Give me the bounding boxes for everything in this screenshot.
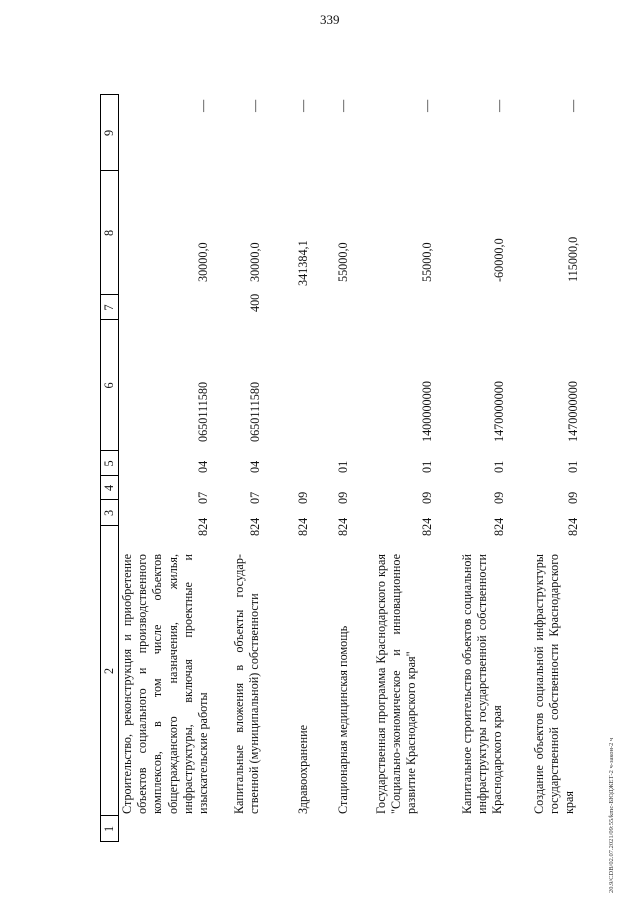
row-3-description: Здравоохранение <box>296 724 310 814</box>
row-5-col-4: 09 <box>420 491 434 504</box>
row-4-col-4: 09 <box>336 491 350 504</box>
row-6-col-8: -60000,0 <box>492 238 506 282</box>
row-4-col-9: — <box>336 99 350 112</box>
row-7-col-9: — <box>566 99 580 112</box>
row-3-col-9: — <box>296 99 310 112</box>
row-2-col-5: 04 <box>248 460 262 473</box>
row-2-col-3: 824 <box>248 517 262 536</box>
row-5-col-5: 01 <box>420 460 434 473</box>
header-col-8: 8 <box>102 229 116 237</box>
row-2-col-6: 0650111580 <box>248 381 262 442</box>
header-col-4: 4 <box>102 484 116 492</box>
row-2-col-7: 400 <box>248 293 262 312</box>
row-5-col-3: 824 <box>420 517 434 536</box>
row-1-description: Строительство, реконструкция и приобретение объектов социального и производственного комплексов, в том числе объектов общегражданского назначения, жилья, инфраструктуры, включая проектные и изыскательские работы <box>120 554 211 814</box>
row-4-col-8: 55000,0 <box>336 242 350 282</box>
row-6-col-4: 09 <box>492 491 506 504</box>
row-1-col-9: — <box>196 99 210 112</box>
row-4-col-5: 01 <box>336 460 350 473</box>
row-6-col-3: 824 <box>492 517 506 536</box>
row-1-col-8: 30000,0 <box>196 242 210 282</box>
row-7-col-8: 115000,0 <box>566 236 580 282</box>
row-3-col-3: 824 <box>296 517 310 536</box>
page-number: 339 <box>320 12 340 27</box>
header-col-5: 5 <box>102 460 116 467</box>
row-3-col-8: 341384,1 <box>296 240 310 286</box>
row-1-col-3: 824 <box>196 517 210 536</box>
header-col-3: 3 <box>102 509 116 517</box>
row-2-col-4: 07 <box>248 491 262 504</box>
row-4-description: Стационарная медицинская помощь <box>336 625 350 814</box>
row-7-col-3: 824 <box>566 517 580 536</box>
row-2-description: Капитальные вложения в объекты государственной (муниципальной) собственности <box>232 554 262 814</box>
row-1-col-4: 07 <box>196 491 210 504</box>
row-3-col-4: 09 <box>296 491 310 504</box>
header-col-9: 9 <box>102 129 116 137</box>
row-5-col-6: 1400000000 <box>420 381 434 442</box>
row-1-col-5: 04 <box>196 460 210 473</box>
row-7-col-4: 09 <box>566 491 580 504</box>
row-6-col-9: — <box>492 99 506 112</box>
row-6-col-5: 01 <box>492 460 506 473</box>
row-2-col-9: — <box>248 99 262 112</box>
header-col-7: 7 <box>102 304 116 311</box>
header-col-1: 1 <box>102 825 116 833</box>
row-7-col-5: 01 <box>566 460 580 473</box>
row-1-col-6: 0650111580 <box>196 381 210 442</box>
row-5-description: Государственная программа Краснодарского края "Социально-экономическое и инновационное развитие Краснодарского края" <box>374 554 419 814</box>
row-6-description: Капитальное строительство объектов социальной инфраструктуры государственной собственности Краснодарского края <box>460 554 505 814</box>
header-col-6: 6 <box>102 382 116 389</box>
budget-table <box>100 42 600 842</box>
row-4-col-3: 824 <box>336 517 350 536</box>
row-7-description: Создание объектов социальной инфраструктуры государственной собственности Краснодарского края <box>532 554 577 814</box>
document-footer-code: 20.9/CDB/02.07.2021/09:55/kmc-БЮДЖЕТ-2 ч-закон-2 ч <box>608 737 615 893</box>
row-5-col-8: 55000,0 <box>420 242 434 282</box>
row-7-col-6: 1470000000 <box>566 381 580 442</box>
header-col-2: 2 <box>102 667 116 675</box>
row-5-col-9: — <box>420 99 434 112</box>
row-2-col-8: 30000,0 <box>248 242 262 282</box>
row-6-col-6: 1470000000 <box>492 381 506 442</box>
